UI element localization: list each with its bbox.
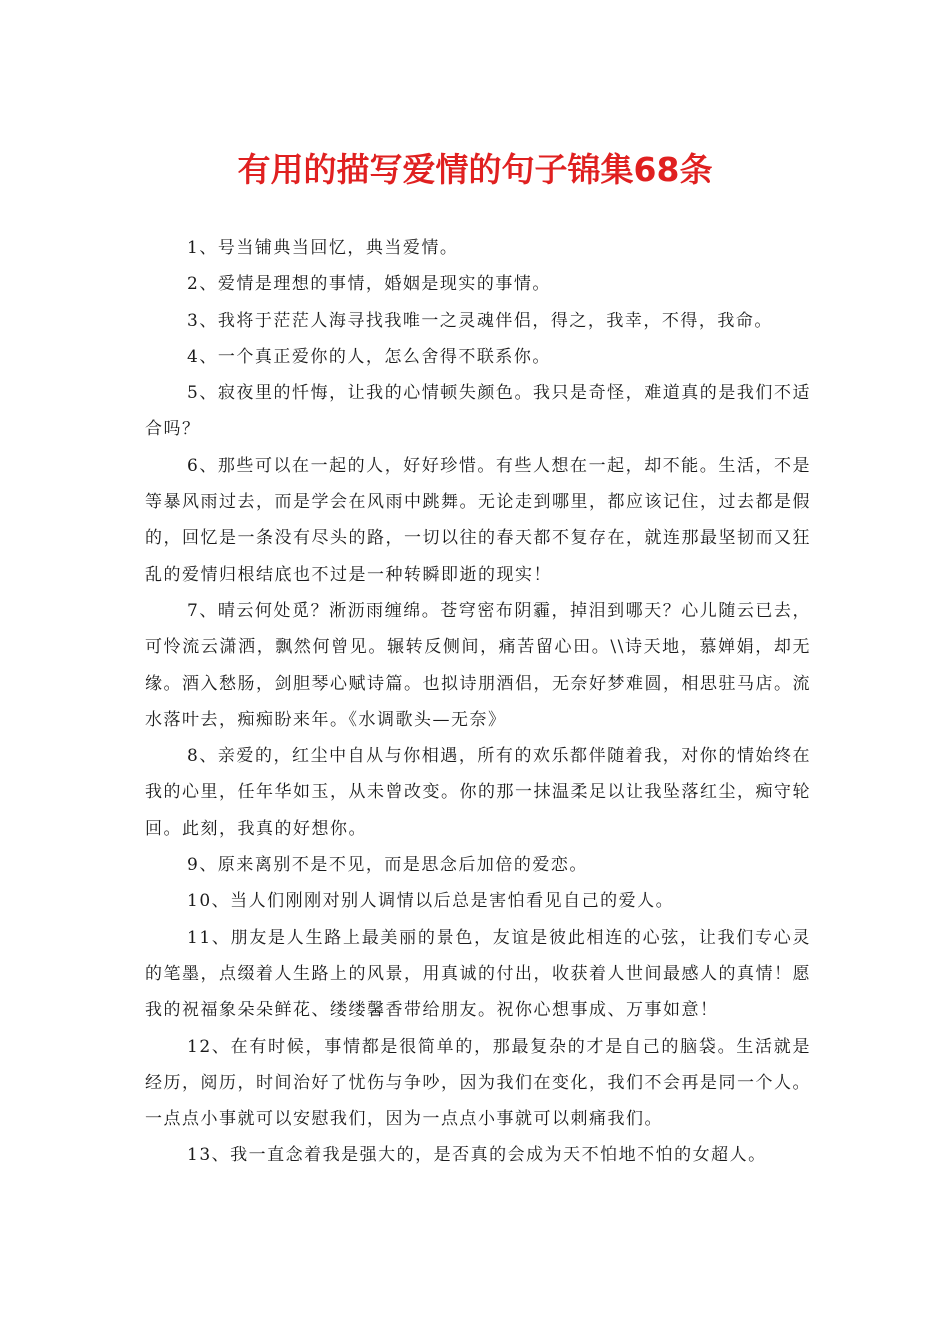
sentence-item-3: 3、我将于茫茫人海寻找我唯一之灵魂伴侣，得之，我幸，不得，我命。 <box>187 310 773 331</box>
sentence-item-11: 11、朋友是人生路上最美丽的景色，友谊是彼此相连的心弦，让我们专心灵的笔墨，点缀着人生路上的风景，用真诚的付出，收获着人世间最感人的真情！愿我的祝福象朵朵鲜花、缕缕馨香带给朋友。祝你心想事成、万事如意！ <box>145 927 811 1021</box>
sentence-item-12: 12、在有时候，事情都是很简单的，那最复杂的才是自己的脑袋。生活就是经历，阅历，时间治好了忧伤与争吵，因为我们在变化，我们不会再是同一个人。一点点小事就可以安慰我们，因为一点点小事就可以刺痛我们。 <box>145 1036 811 1130</box>
sentence-item-6: 6、那些可以在一起的人，好好珍惜。有些人想在一起，却不能。生活，不是等暴风雨过去，而是学会在风雨中跳舞。无论走到哪里，都应该记住，过去都是假的，回忆是一条没有尽头的路，一切以往的春天都不复存在，就连那最坚韧而又狂乱的爱情归根结底也不过是一种转瞬即逝的现实！ <box>145 455 811 585</box>
sentence-item-8: 8、亲爱的，红尘中自从与你相遇，所有的欢乐都伴随着我，对你的情始终在我的心里，任年华如玉，从未曾改变。你的那一抹温柔足以让我坠落红尘，痴守轮回。此刻，我真的好想你。 <box>145 746 811 839</box>
sentence-item-4: 4、一个真正爱你的人，怎么舍得不联系你。 <box>187 346 551 367</box>
sentence-item-7: 7、晴云何处觅？淅沥雨缠绵。苍穹密布阴霾，掉泪到哪天？心儿随云已去，可怜流云潇洒，飘然何曾见。辗转反侧间，痛苦留心田。\\诗天地，慕婵娟，却无缘。酒入愁肠，剑胆琴心赋诗篇。也拟诗朋酒侣，无奈好梦难圆，相思驻马店。流水落叶去，痴痴盼来年。《水调歌头—无奈》 <box>145 600 811 730</box>
sentence-item-13: 13、我一直念着我是强大的，是否真的会成为天不怕地不怕的女超人。 <box>187 1145 767 1166</box>
sentence-item-2: 2、爱情是理想的事情，婚姻是现实的事情。 <box>187 274 551 295</box>
sentence-item-10: 10、当人们刚刚对别人调情以后总是害怕看见自己的爱人。 <box>187 891 675 912</box>
sentence-item-5: 5、寂夜里的忏悔，让我的心情顿失颜色。我只是奇怪，难道真的是我们不适合吗？ <box>145 383 811 440</box>
document-body <box>145 230 811 1174</box>
sentence-item-9: 9、原来离别不是不见，而是思念后加倍的爱恋。 <box>187 855 588 876</box>
document-title: 有用的描写爱情的句子锦集68条 <box>237 150 713 189</box>
sentence-item-1: 1、号当铺典当回忆，典当爱情。 <box>187 238 459 258</box>
